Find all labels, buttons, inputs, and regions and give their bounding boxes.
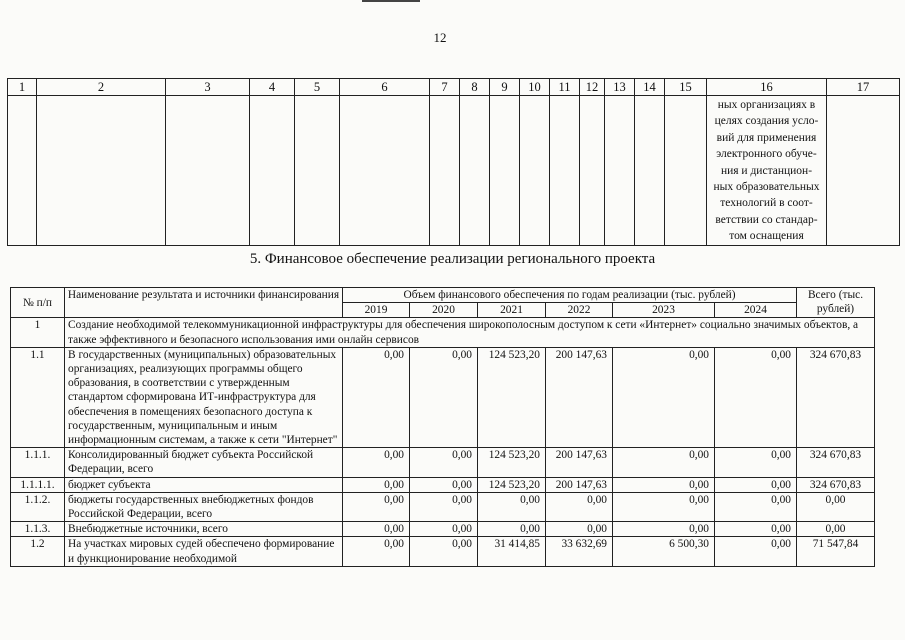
year-value: 0,00 <box>343 492 410 521</box>
year-value: 0,00 <box>410 522 478 537</box>
continuation-table <box>7 78 900 246</box>
row-number: 1.2 <box>11 537 65 566</box>
continuation-text-line: целях создания усло- <box>714 115 819 128</box>
year-value: 0,00 <box>715 522 797 537</box>
empty-cell <box>635 96 665 246</box>
section-row-num: 1 <box>11 318 65 347</box>
continuation-text-line: ных организациях в <box>717 99 816 111</box>
row-total: 324 670,83 <box>797 448 875 477</box>
column-number-4: 4 <box>250 79 295 96</box>
header-year-2019: 2019 <box>343 303 410 318</box>
empty-cell <box>37 96 166 246</box>
row-total: 324 670,83 <box>797 477 875 492</box>
row-name: Внебюджетные источники, всего <box>65 522 343 537</box>
row-total: 0,00 <box>797 522 875 537</box>
continuation-row <box>8 96 900 246</box>
year-value: 0,00 <box>613 492 715 521</box>
continuation-text-line: электронного обуче- <box>716 148 817 161</box>
header-year-2023: 2023 <box>613 303 715 318</box>
header-year-2021: 2021 <box>478 303 546 318</box>
year-value: 0,00 <box>343 448 410 477</box>
year-value: 0,00 <box>410 477 478 492</box>
year-value: 0,00 <box>478 492 546 521</box>
row-number: 1.1 <box>11 347 65 447</box>
year-value: 200 147,63 <box>546 448 613 477</box>
row-name: бюджеты государственных внебюджетных фондов Российской Федерации, всего <box>65 492 343 521</box>
row-number: 1.1.3. <box>11 522 65 537</box>
table-row <box>11 477 875 492</box>
empty-cell <box>8 96 37 246</box>
empty-cell <box>580 96 605 246</box>
year-value: 31 414,85 <box>478 537 546 566</box>
page-number: 12 <box>433 30 447 45</box>
section-row <box>11 318 875 347</box>
year-value: 0,00 <box>410 537 478 566</box>
year-value: 0,00 <box>715 492 797 521</box>
empty-cell <box>490 96 520 246</box>
row-number: 1.1.1.1. <box>11 477 65 492</box>
empty-cell <box>665 96 707 246</box>
year-value: 0,00 <box>613 477 715 492</box>
column-number-row <box>8 79 900 96</box>
empty-cell <box>166 96 250 246</box>
row-number: 1.1.1. <box>11 448 65 477</box>
year-value: 0,00 <box>546 492 613 521</box>
header-name: Наименование результата и источники финансирования <box>65 288 343 318</box>
year-value: 0,00 <box>613 522 715 537</box>
header-year-2024: 2024 <box>715 303 797 318</box>
column-number-8: 8 <box>460 79 490 96</box>
empty-cell <box>295 96 340 246</box>
top-edge-mark <box>362 0 420 2</box>
year-value: 0,00 <box>715 347 797 447</box>
year-value: 0,00 <box>478 522 546 537</box>
year-value: 33 632,69 <box>546 537 613 566</box>
column-number-7: 7 <box>430 79 460 96</box>
column-number-9: 9 <box>490 79 520 96</box>
header-total: Всего (тыс. рублей) <box>797 288 875 318</box>
year-value: 0,00 <box>715 448 797 477</box>
table-row <box>11 347 875 447</box>
section-row-text: Создание необходимой телекоммуникационной инфраструктуры для обеспечения широкополосным доступом к сети «Интернет» социально значимых объектов, а также эффективного и безопасного использования ими онлайн сервисов <box>65 318 875 347</box>
empty-cell <box>460 96 490 246</box>
empty-cell <box>520 96 550 246</box>
empty-cell <box>550 96 580 246</box>
row-name: бюджет субъекта <box>65 477 343 492</box>
year-value: 0,00 <box>410 492 478 521</box>
year-value: 200 147,63 <box>546 347 613 447</box>
continuation-text-line: ния и дистанцион- <box>720 164 813 177</box>
header-volume: Объем финансового обеспечения по годам реализации (тыс. рублей) <box>343 288 797 303</box>
year-value: 0,00 <box>343 537 410 566</box>
column-number-5: 5 <box>295 79 340 96</box>
row-name: На участках мировых судей обеспечено формирование и функционирование необходимой <box>65 537 343 566</box>
year-value: 200 147,63 <box>546 477 613 492</box>
year-value: 0,00 <box>546 522 613 537</box>
table-row <box>11 448 875 477</box>
year-value: 124 523,20 <box>478 448 546 477</box>
header-num: № п/п <box>11 288 65 318</box>
continuation-text-line: вий для применения <box>716 131 817 144</box>
empty-cell <box>250 96 295 246</box>
header-year-2022: 2022 <box>546 303 613 318</box>
year-value: 0,00 <box>613 448 715 477</box>
column-number-15: 15 <box>665 79 707 96</box>
empty-cell <box>827 96 900 246</box>
year-value: 6 500,30 <box>613 537 715 566</box>
year-value: 0,00 <box>343 522 410 537</box>
header-year-2020: 2020 <box>410 303 478 318</box>
header-row-1 <box>11 288 875 303</box>
row-total: 0,00 <box>797 492 875 521</box>
year-value: 0,00 <box>715 477 797 492</box>
row-name: В государственных (муниципальных) образовательных организациях, реализующих программы общего образования, в соответствии с утвержденным стандартом сформирована ИТ-инфраструктура для обеспечения в помещениях безопасного доступа к государственным, муниципальным и иным информационным системам, а также к сети "Интернет" <box>65 347 343 447</box>
column-number-13: 13 <box>605 79 635 96</box>
section-title: 5. Финансовое обеспечение реализации регионального проекта <box>249 251 656 267</box>
column-number-6: 6 <box>340 79 430 96</box>
year-value: 124 523,20 <box>478 477 546 492</box>
continuation-text-line: том оснащения <box>729 230 804 243</box>
table-row <box>11 522 875 537</box>
year-value: 0,00 <box>410 347 478 447</box>
empty-cell <box>605 96 635 246</box>
row-name: Консолидированный бюджет субъекта Российской Федерации, всего <box>65 448 343 477</box>
column-number-16: 16 <box>707 79 827 96</box>
column-number-10: 10 <box>520 79 550 96</box>
empty-cell <box>430 96 460 246</box>
year-value: 0,00 <box>343 477 410 492</box>
year-value: 0,00 <box>410 448 478 477</box>
table-row <box>11 492 875 521</box>
column-number-1: 1 <box>8 79 37 96</box>
row-total: 324 670,83 <box>797 347 875 447</box>
column-number-17: 17 <box>827 79 900 96</box>
row-number: 1.1.2. <box>11 492 65 521</box>
year-value: 0,00 <box>715 537 797 566</box>
column-number-14: 14 <box>635 79 665 96</box>
continuation-text-cell <box>707 96 827 246</box>
column-number-11: 11 <box>550 79 580 96</box>
year-value: 0,00 <box>613 347 715 447</box>
continuation-text-line: ных образовательных <box>713 181 820 194</box>
column-number-3: 3 <box>166 79 250 96</box>
year-value: 0,00 <box>343 347 410 447</box>
finance-table <box>10 287 875 567</box>
column-number-2: 2 <box>37 79 166 96</box>
table-row <box>11 537 875 566</box>
continuation-text-line: технологий в соот- <box>720 197 813 210</box>
row-total: 71 547,84 <box>797 537 875 566</box>
column-number-12: 12 <box>580 79 605 96</box>
year-value: 124 523,20 <box>478 347 546 447</box>
empty-cell <box>340 96 430 246</box>
continuation-text-line: ветствии со стандар- <box>715 213 818 226</box>
